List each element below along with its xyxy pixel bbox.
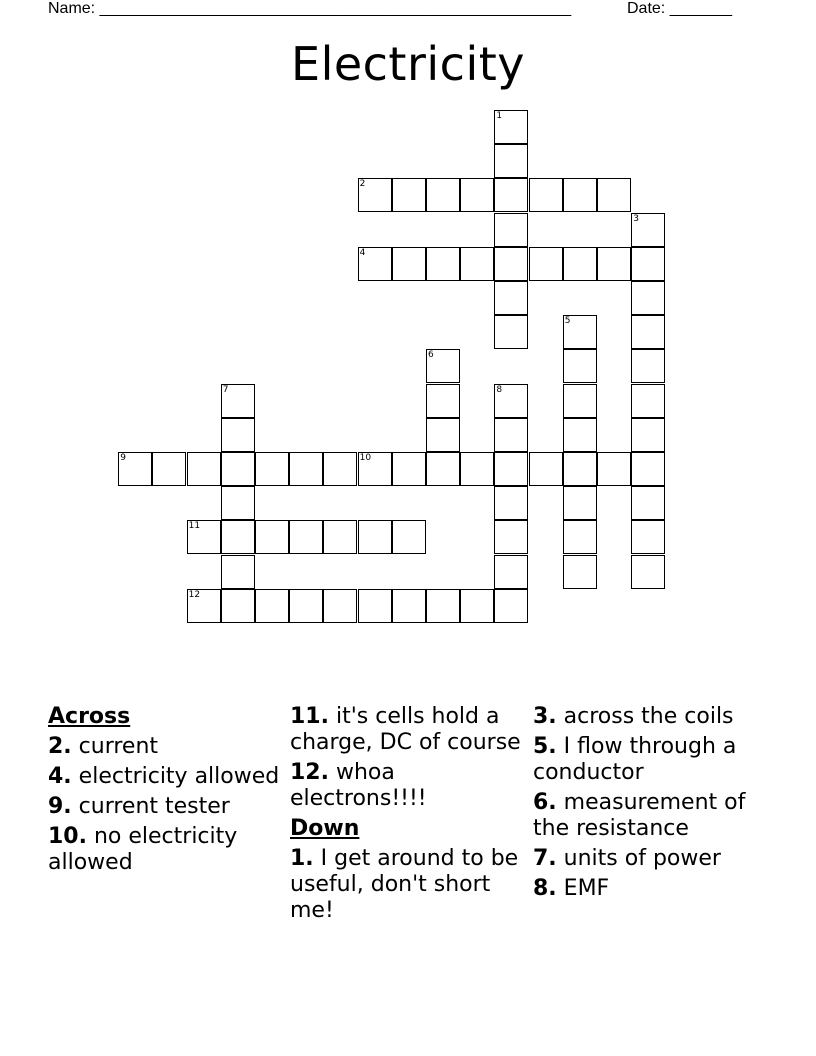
clue-number-label: 8 xyxy=(496,384,503,395)
clues-column-3 xyxy=(533,704,769,906)
crossword-cell[interactable] xyxy=(494,315,528,349)
crossword-cell[interactable] xyxy=(597,178,631,212)
crossword-cell[interactable] xyxy=(323,589,357,623)
crossword-cell[interactable] xyxy=(221,589,255,623)
clue-number: 5. xyxy=(533,734,557,759)
crossword-cell[interactable] xyxy=(460,247,494,281)
crossword-cell[interactable] xyxy=(426,418,460,452)
crossword-cell[interactable] xyxy=(494,555,528,589)
crossword-cell[interactable] xyxy=(358,247,392,281)
crossword-cell[interactable] xyxy=(221,555,255,589)
crossword-cell[interactable] xyxy=(494,418,528,452)
clue-text: units of power xyxy=(556,846,721,871)
crossword-cell[interactable] xyxy=(426,247,460,281)
crossword-cell[interactable] xyxy=(358,178,392,212)
crossword-cell[interactable] xyxy=(563,520,597,554)
clue-number: 8. xyxy=(533,876,557,901)
crossword-cell[interactable] xyxy=(563,247,597,281)
crossword-cell[interactable] xyxy=(631,452,665,486)
crossword-cell[interactable] xyxy=(118,452,152,486)
crossword-cell[interactable] xyxy=(563,555,597,589)
crossword-cell[interactable] xyxy=(494,110,528,144)
clue-text: whoa electrons!!!! xyxy=(290,760,427,811)
crossword-cell[interactable] xyxy=(597,247,631,281)
name-field-label[interactable]: Name: _____________________________________________________ xyxy=(48,0,572,17)
crossword-cell[interactable] xyxy=(221,384,255,418)
crossword-cell[interactable] xyxy=(392,247,426,281)
crossword-cell[interactable] xyxy=(426,589,460,623)
crossword-cell[interactable] xyxy=(426,178,460,212)
crossword-cell[interactable] xyxy=(597,452,631,486)
crossword-cell[interactable] xyxy=(494,452,528,486)
clue-number-label: 12 xyxy=(188,589,201,600)
crossword-cell[interactable] xyxy=(460,589,494,623)
clue-text: EMF xyxy=(556,876,610,901)
crossword-cell[interactable] xyxy=(255,520,289,554)
clue-down-1 xyxy=(290,846,526,924)
clue-text: I flow through a conductor xyxy=(533,734,737,785)
clue-down-5 xyxy=(533,734,769,786)
crossword-cell[interactable] xyxy=(631,486,665,520)
clue-across-9 xyxy=(48,794,284,820)
crossword-cell[interactable] xyxy=(221,418,255,452)
crossword-cell[interactable] xyxy=(289,589,323,623)
page-title: Electricity xyxy=(291,37,525,91)
clue-number-label: 5 xyxy=(564,316,571,327)
clue-number-label: 11 xyxy=(188,521,201,532)
crossword-cell[interactable] xyxy=(494,486,528,520)
clue-number: 10. xyxy=(48,824,87,849)
crossword-cell[interactable] xyxy=(255,452,289,486)
clues-column-2 xyxy=(290,704,526,928)
crossword-cell[interactable] xyxy=(392,520,426,554)
crossword-cell[interactable] xyxy=(289,452,323,486)
crossword-cell[interactable] xyxy=(563,178,597,212)
clue-number: 12. xyxy=(290,760,329,785)
crossword-cell[interactable] xyxy=(631,520,665,554)
clue-across-4 xyxy=(48,764,284,790)
date-field-label[interactable]: Date: _______ xyxy=(627,0,732,17)
clue-number: 9. xyxy=(48,794,72,819)
clue-number-label: 7 xyxy=(222,384,229,395)
crossword-cell[interactable] xyxy=(494,213,528,247)
crossword-cell[interactable] xyxy=(529,178,563,212)
clue-text: current tester xyxy=(71,794,230,819)
crossword-cell[interactable] xyxy=(426,349,460,383)
clue-number-label: 3 xyxy=(633,213,639,224)
crossword-cell[interactable] xyxy=(563,452,597,486)
crossword-cell[interactable] xyxy=(529,452,563,486)
crossword-cell[interactable] xyxy=(187,589,221,623)
clue-number-label: 6 xyxy=(428,350,434,361)
crossword-cell[interactable] xyxy=(494,247,528,281)
crossword-cell[interactable] xyxy=(323,520,357,554)
clue-number: 11. xyxy=(290,704,329,729)
crossword-cell[interactable] xyxy=(529,247,563,281)
crossword-cell[interactable] xyxy=(631,281,665,315)
crossword-cell[interactable] xyxy=(460,452,494,486)
crossword-cell[interactable] xyxy=(358,589,392,623)
crossword-cell[interactable] xyxy=(255,589,289,623)
crossword-cell[interactable] xyxy=(392,589,426,623)
crossword-cell[interactable] xyxy=(494,144,528,178)
clue-across-11 xyxy=(290,704,526,756)
crossword-cell[interactable] xyxy=(563,486,597,520)
clue-text: electricity allowed xyxy=(71,764,280,789)
crossword-cell[interactable] xyxy=(426,452,460,486)
crossword-cell[interactable] xyxy=(221,520,255,554)
crossword-cell[interactable] xyxy=(323,452,357,486)
crossword-cell[interactable] xyxy=(358,520,392,554)
down-heading: Down xyxy=(290,816,360,841)
clues-column-1 xyxy=(48,704,284,880)
crossword-cell[interactable] xyxy=(494,384,528,418)
clue-across-2 xyxy=(48,734,284,760)
crossword-cell[interactable] xyxy=(631,555,665,589)
crossword-cell[interactable] xyxy=(358,452,392,486)
clue-number-label: 1 xyxy=(496,111,503,121)
clue-down-7 xyxy=(533,846,769,872)
clue-down-8 xyxy=(533,876,769,902)
clue-number-label: 9 xyxy=(120,453,126,463)
crossword-cell[interactable] xyxy=(631,418,665,452)
clue-text: no electricity allowed xyxy=(48,824,238,875)
clue-text: it's cells hold a charge, DC of course xyxy=(290,704,521,755)
crossword-cell[interactable] xyxy=(426,384,460,418)
across-heading: Across xyxy=(48,704,131,729)
clue-number: 3. xyxy=(533,704,557,729)
crossword-cell[interactable] xyxy=(563,349,597,383)
crossword-cell[interactable] xyxy=(631,384,665,418)
clue-number: 1. xyxy=(290,846,314,871)
crossword-cell[interactable] xyxy=(631,349,665,383)
crossword-cell[interactable] xyxy=(631,247,665,281)
clue-across-12 xyxy=(290,760,526,812)
crossword-cell[interactable] xyxy=(631,213,665,247)
crossword-cell[interactable] xyxy=(494,520,528,554)
clue-number: 2. xyxy=(48,734,72,759)
clue-text: current xyxy=(71,734,159,759)
clue-text: I get around to be useful, don't short me! xyxy=(290,846,519,923)
crossword-cell[interactable] xyxy=(494,281,528,315)
clue-down-3 xyxy=(533,704,769,730)
crossword-cell[interactable] xyxy=(289,520,323,554)
crossword-cell[interactable] xyxy=(460,178,494,212)
clue-number-label: 2 xyxy=(359,179,366,190)
clue-text: measurement of the resistance xyxy=(533,790,746,841)
crossword-cell[interactable] xyxy=(392,452,426,486)
crossword-cell[interactable] xyxy=(563,384,597,418)
clue-text: across the coils xyxy=(556,704,734,729)
clue-number: 6. xyxy=(533,790,557,815)
crossword-cell[interactable] xyxy=(563,418,597,452)
crossword-cell[interactable] xyxy=(563,315,597,349)
crossword-cell[interactable] xyxy=(221,486,255,520)
crossword-cell[interactable] xyxy=(494,589,528,623)
clue-number: 7. xyxy=(533,846,557,871)
crossword-cell[interactable] xyxy=(152,452,186,486)
crossword-cell[interactable] xyxy=(631,315,665,349)
crossword-cell[interactable] xyxy=(392,178,426,212)
crossword-cell[interactable] xyxy=(187,520,221,554)
crossword-cell[interactable] xyxy=(221,452,255,486)
crossword-cell[interactable] xyxy=(494,178,528,212)
clue-number: 4. xyxy=(48,764,72,789)
clue-across-10 xyxy=(48,824,284,876)
clue-number-label: 10 xyxy=(359,453,372,463)
clue-number-label: 4 xyxy=(359,247,366,258)
clue-down-6 xyxy=(533,790,769,842)
crossword-cell[interactable] xyxy=(187,452,221,486)
